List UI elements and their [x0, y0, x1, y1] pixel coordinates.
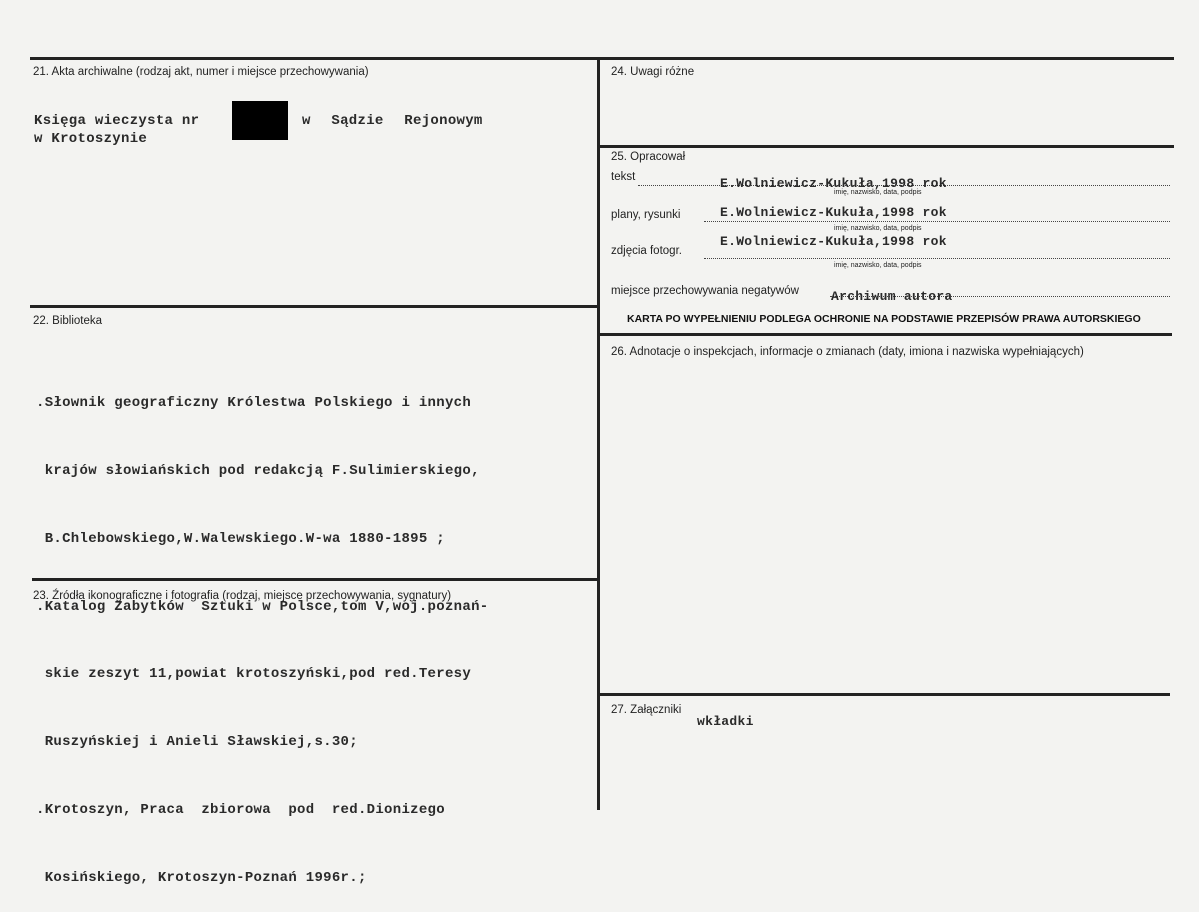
bibliography-line: krajów słowiańskich pod redakcją F.Sulimierskiego, [36, 462, 480, 479]
tekst-caption: imię, nazwisko, data, podpis [834, 189, 922, 196]
tekst-label: tekst [611, 171, 636, 183]
divider-24-25 [598, 145, 1174, 148]
bibliography-line: .Katalog Zabytków Sztuki w Polsce,tom V,woj.poznań- [36, 598, 489, 615]
section-21-label: 21. Akta archiwalne (rodzaj akt, numer i miejsce przechowywania) [33, 66, 369, 78]
plany-caption: imię, nazwisko, data, podpis [834, 225, 922, 232]
negatywy-label: miejsce przechowywania negatywów [611, 285, 799, 297]
copyright-notice: KARTA PO WYPEŁNIENIU PODLEGA OCHRONIE NA PODSTAWIE PRZEPISÓW PRAWA AUTORSKIEGO [627, 313, 1141, 325]
bibliography-line: skie zeszyt 11,powiat krotoszyński,pod red.Teresy [36, 666, 472, 683]
redaction-box [232, 101, 288, 140]
section-27-label: 27. Załączniki [611, 704, 682, 716]
bibliography-line: B.Chlebowskiego,W.Walewskiego.W-wa 1880-1895 ; [36, 530, 445, 547]
section-25-label: 25. Opracował [611, 151, 686, 163]
zdjecia-label: zdjęcia fotogr. [611, 245, 682, 257]
bibliography-line: .Słownik geograficzny Królestwa Polskiego i innych [36, 395, 472, 412]
section-22-label: 22. Biblioteka [33, 315, 103, 327]
section-23-label: 23. Źródła ikonograficzne i fotografia (rodzaj, miejsce przechowywania, sygnatury) [33, 590, 452, 602]
section-24-label: 24. Uwagi różne [611, 66, 695, 78]
divider-21-22 [30, 305, 598, 308]
section-21-text-c: w Krotoszynie [34, 131, 148, 147]
plany-dotted-line [704, 221, 1170, 222]
section-26-label: 26. Adnotacje o inspekcjach, informacje o zmianach (daty, imiona i nazwiska wypełniających) [611, 346, 1084, 358]
section-21-text-a: Księga wieczysta nr [34, 113, 200, 129]
bibliography-line: Kosińskiego, Krotoszyn-Poznań 1996r.; [36, 869, 367, 886]
bibliography-line: .Krotoszyn, Praca zbiorowa pod red.Dionizego [36, 801, 445, 818]
plany-label: plany, rysunki [611, 209, 681, 221]
plany-value: E.Wolniewicz-Kukuła,1998 rok [720, 205, 947, 220]
top-border [30, 57, 1174, 60]
section-27-value: wkładki [697, 714, 754, 729]
divider-25-26 [598, 333, 1172, 336]
bibliography-block [36, 347, 488, 912]
section-21-text-b: w Sądzie Rejonowym [302, 113, 483, 129]
zdjecia-dotted-line [704, 258, 1170, 259]
negatywy-value: Archiwum autora [831, 289, 953, 304]
center-divider [597, 57, 600, 810]
zdjecia-caption: imię, nazwisko, data, podpis [834, 262, 922, 269]
zdjecia-value: E.Wolniewicz-Kukuła,1998 rok [720, 234, 947, 249]
tekst-value: E.Wolniewicz-Kukuła,1998 rok [720, 176, 947, 191]
divider-26-27 [598, 693, 1170, 696]
bibliography-line: Ruszyńskiej i Anieli Sławskiej,s.30; [36, 734, 358, 751]
